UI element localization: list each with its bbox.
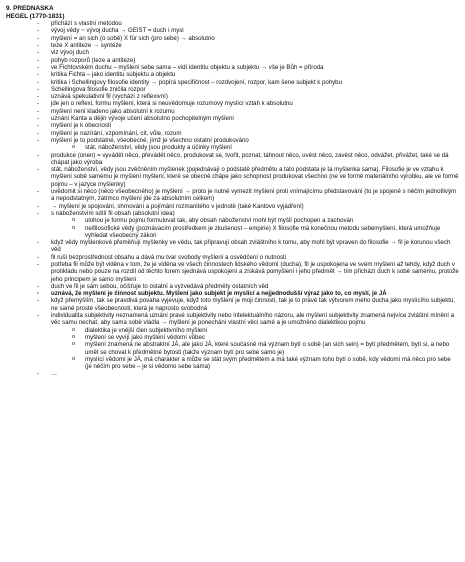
list-item: - stát, náboženství, vědy jsou zvěčněním myšlenek (pojednávají o podstatě předmětu a tato podstata je ta myšlenka sama). Filosofie je ve vztahu k myšlení sobě samému je myšlení myšlení, které se obecně chápe jako schopnost produkovat všechno (ne ve formě materiálního výrobku, ale ve formě pojmu – v jazyce myšlenky) xyxy=(6,166,459,188)
list-item: - viz vývoj duch xyxy=(6,49,459,56)
list-item: - když přemýšlím, tak se pravdivá povaha vyjevuje, když toto myšlení je moji činností, tak je to právě tak výtvorem mého ducha jako myslícího subjektu, ne samé prosté všeobecnosti, která je naprosto svobodná xyxy=(6,297,459,312)
list-item: - duch ve fil je sám sebou, očišťuje to ostatní a vyzvedává předměty ostatních věd xyxy=(6,283,459,290)
list-item: - → myšlení je spojování, shrnování a pojímání rozmanitého v jednotě (také Kantovo vyjádření) xyxy=(6,203,459,210)
lecture-heading: 9. PREDNASKA xyxy=(6,5,54,12)
list-item: - teze X antiteze → syntéze xyxy=(6,42,459,49)
list-item: - vývoj vědy ~ vývoj ducha → GEIST = duch i mysl xyxy=(6,27,459,34)
list-item: - uznává, že myšlení je činnost subjektu. Myšlení jako subjekt je myslící a nejjednodušší výraz jako to, co myslí, je JÁ xyxy=(6,290,459,297)
notes-list xyxy=(6,20,459,378)
sub-list-item: o ulohou je formu pojmu formulovat tak, aby obsah náboženství mohl být myšlí pochopen a zachován xyxy=(6,217,459,224)
sub-list-item: o myšlení se vyvíjí jako myšlení vědomí vůbec xyxy=(6,334,459,341)
sub-list-item: o stát, náboženství, vědy jsou produkty a účinky myšlení xyxy=(6,144,459,151)
list-item: - potřeba fil může být viděna v tom, že je viděna ve všech činnostech lidského vědomí (ducha), fil je uspokojena ve svém myšlení až tehdy, když duch v protikladu nebo pouze na rozdíl od těchto forem sjednává uspokojení a získává pomyšlení i jeho předmět → tím přichází duch k sobě samému, protože jeho principem je samo myšlení xyxy=(6,261,459,283)
sub-list-item: o neifilosofické vědy (poznávacím prostředkem je zkušenost – empirie) X filosofie má konečnou metodu sebemyšlení, která umožňuje vyhledat všeobecný zákon xyxy=(6,225,459,240)
list-item: - myšlení není kladeno jako absolutní k rozumu xyxy=(6,108,459,115)
list-item: - fil ruší bezprostřednost obsahu a dává mu tvar svobody myšlení a osvědčení o nutnosti xyxy=(6,254,459,261)
list-item: - produkce (onen) = vyvádět něco, převádět něco, produkovat se, tvořit, poznat, táhnout něco, uvést něco, zavést něco, odvážet, přivážet, také se dá chápat jako výroba xyxy=(6,152,459,167)
list-item: - jde jen o reflexi, formu myšlení, která si neuvědomuje rozumový myslící vztah k absolutnu xyxy=(6,100,459,107)
list-item: - ve Fichtovském duchu – myšlení sebe sama – vidí identitu objektu a subjektu → vše je Bůh = příroda xyxy=(6,64,459,71)
list-item: - myšlení = an sich (o sobě) X für sich (pro sebe) → absolutno xyxy=(6,35,459,42)
list-item: - pohyb rozporů (teze a antiteze) xyxy=(6,57,459,64)
list-item: - když vědy myšlenkové přeměňují myšlenky ve vědu, tak připravují obsah zvláštního k tomu, aby mohl být vpraven do filosofie → fil je korunou všech věd xyxy=(6,239,459,254)
sub-list-item: o myslící vědomí je JÁ, má charakter a může se stát svým předmětem a má také význam toho bytí o sobě, kdy vědomí má něco pro sebe (je něčím pro sebe – je si vědomo sebe sama) xyxy=(6,356,459,371)
sub-list-item: o dialektika je vnější člen subjektivního myšlení xyxy=(6,327,459,334)
list-item: - kritika Fichta – jako identitu subjektu a objektu xyxy=(6,71,459,78)
list-item: - s náboženstvím sdílí fil obsah (absolutní idea) xyxy=(6,210,459,217)
list-item: - myšlení je k obecnosti xyxy=(6,122,459,129)
list-item: - uvědomit si něco (něco všeobecného) je myšlení → proto je nutné vymezit myšlení proti vnímajícímu představování (to je spojené s něčím jednotlivým a nepodstatným, zatímco myšlení jde za absolutním celkem) xyxy=(6,188,459,203)
list-item: - individualita subjektivity neznamená uznání pravé subjektivity nebo intelektuálního názoru, ale myšlení subjektivity znamená nejvíce zvláštní mínění a věc samu nechat, aby sama sobě vládla → myšlení je ponechání vlastní věci samé a je umožněno dialektikou pojmu xyxy=(6,312,459,327)
list-item: - myšlení je nazírání, vzpomínání, cit, vůle, rozum xyxy=(6,130,459,137)
list-item: - přichází s vlastní metodou xyxy=(6,20,459,27)
list-item: - uznává spekulativní fil (vychází z reflexivní) xyxy=(6,93,459,100)
list-item: - uznání Kanta a dějin vývoje učení absolutno pochopitelným myšlení xyxy=(6,115,459,122)
list-item: - Schellingova filosofie zničila rozpor xyxy=(6,86,459,93)
lecture-subheading: HEGEL (1770-1831) xyxy=(6,12,65,20)
list-item: - myšlení je to podstatné, všeobecné, jímž je všechno ostatní produkováno xyxy=(6,137,459,144)
sub-list-item: o myšlení znamená ne abstraktní JÁ, ale jako JÁ, které současně má význam bytí o sobě (an sich sein) = bytí předmětem, bytí si, a nebo umět se chovat k předmětné bytosti (takže význam bytí pro sebe samo je) xyxy=(6,341,459,356)
list-item: - … xyxy=(6,370,459,377)
list-item: - kritika i Schellingovy filosofie identity → popírá specifičnost – rozdvojení, rozpor, kam šene subjekt k pohybu xyxy=(6,79,459,86)
